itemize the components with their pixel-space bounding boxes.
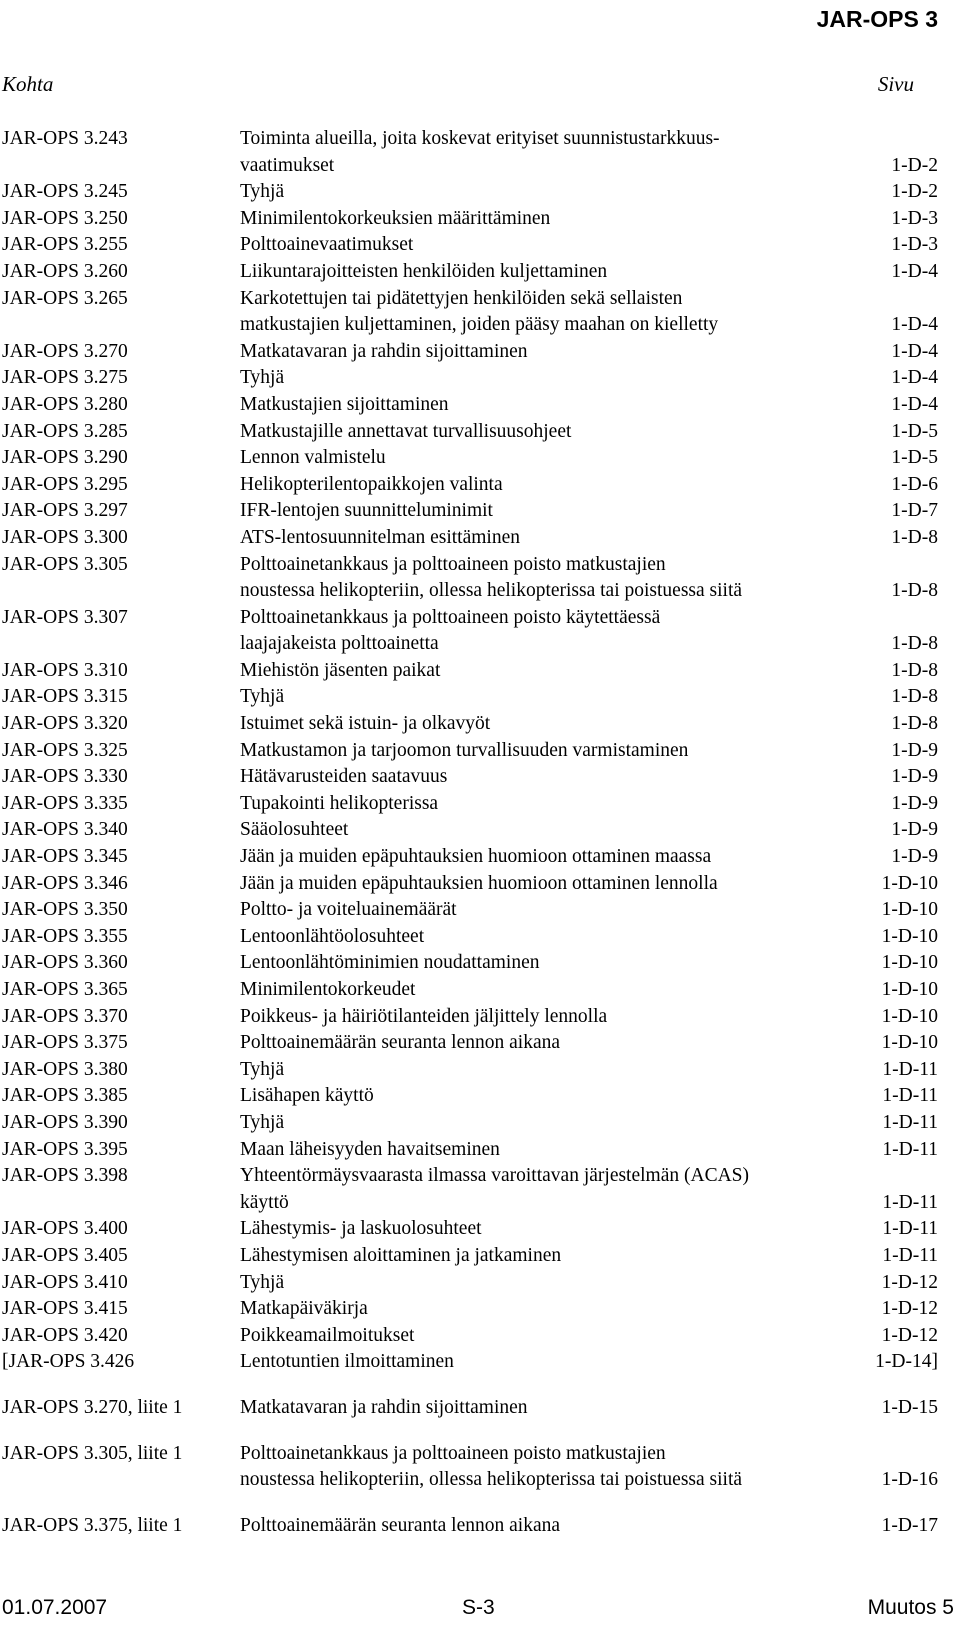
toc-entry-code: JAR-OPS 3.295 xyxy=(2,473,128,495)
toc-entry-page: 1-D-8 xyxy=(891,713,938,735)
toc-entry-page: 1-D-17 xyxy=(881,1514,938,1536)
toc-entry xyxy=(0,1270,960,1297)
toc-entry-title: Yhteentörmäysvaarasta ilmassa varoittavan järjestelmän (ACAS) käyttö xyxy=(240,1165,749,1213)
toc-entry xyxy=(0,1030,960,1057)
toc-entry xyxy=(0,684,960,711)
toc-entry-page: 1-D-11 xyxy=(882,1058,938,1080)
toc-entry xyxy=(0,445,960,472)
toc-entry xyxy=(0,286,960,339)
toc-entry-code: JAR-OPS 3.375 xyxy=(2,1032,128,1054)
toc-entry-page: 1-D-11 xyxy=(882,1244,938,1266)
toc-entry-page: 1-D-8 xyxy=(891,580,938,602)
toc-entry-code: JAR-OPS 3.390 xyxy=(2,1111,128,1133)
toc-entry xyxy=(0,1441,960,1494)
toc-entry-code: JAR-OPS 3.305 xyxy=(2,553,128,575)
toc-entry-code: JAR-OPS 3.420 xyxy=(2,1324,128,1346)
toc-entry-code: JAR-OPS 3.270 xyxy=(2,340,128,362)
toc-entry xyxy=(0,605,960,658)
table-of-contents xyxy=(0,126,960,1539)
toc-entry-title: Lentotuntien ilmoittaminen xyxy=(240,1351,454,1373)
toc-entry-page: 1-D-5 xyxy=(891,447,938,469)
toc-entry-title: Karkotettujen tai pidätettyjen henkilöiden sekä sellaisten matkustajien kuljettaminen, joiden pääsy maahan on kielletty xyxy=(240,287,719,336)
toc-entry-code: JAR-OPS 3.400 xyxy=(2,1218,128,1240)
toc-entry-code: JAR-OPS 3.255 xyxy=(2,234,128,256)
toc-entry-code: JAR-OPS 3.297 xyxy=(2,500,128,522)
toc-entry-title: Poikkeamailmoitukset xyxy=(240,1324,415,1346)
toc-entry-page: 1-D-14] xyxy=(875,1351,938,1373)
toc-entry-code: JAR-OPS 3.305, liite 1 xyxy=(2,1442,183,1464)
toc-entry-page: 1-D-16 xyxy=(881,1469,938,1491)
column-header-section: Kohta xyxy=(2,72,54,96)
toc-entry xyxy=(0,525,960,552)
toc-entry-title: Tyhjä xyxy=(240,1058,285,1080)
toc-entry-page: 1-D-10 xyxy=(881,952,938,974)
toc-entry-title: Jään ja muiden epäpuhtauksien huomioon ottaminen maassa xyxy=(240,846,712,868)
toc-entry xyxy=(0,1083,960,1110)
toc-entry-code: JAR-OPS 3.325 xyxy=(2,739,128,761)
toc-entry xyxy=(0,1395,960,1422)
toc-entry-code: JAR-OPS 3.330 xyxy=(2,766,128,788)
toc-entry-title: Minimilentokorkeuksien määrittäminen xyxy=(240,207,551,229)
toc-entry-code: JAR-OPS 3.395 xyxy=(2,1138,128,1160)
toc-entry xyxy=(0,232,960,259)
toc-entry-page: 1-D-8 xyxy=(891,659,938,681)
toc-entry-title: Matkapäiväkirja xyxy=(240,1298,368,1320)
toc-entry-page: 1-D-10 xyxy=(881,1032,938,1054)
toc-entry xyxy=(0,498,960,525)
toc-entry-page: 1-D-11 xyxy=(882,1191,938,1213)
toc-entry xyxy=(0,871,960,898)
toc-entry xyxy=(0,1349,960,1376)
footer-date: 01.07.2007 xyxy=(2,1596,108,1619)
toc-entry-code: JAR-OPS 3.250 xyxy=(2,207,128,229)
toc-entry-code: JAR-OPS 3.405 xyxy=(2,1244,128,1266)
toc-entry-code: JAR-OPS 3.280 xyxy=(2,393,128,415)
toc-entry xyxy=(0,179,960,206)
toc-entry-page: 1-D-9 xyxy=(891,739,938,761)
toc-entry-page: 1-D-3 xyxy=(891,207,938,229)
toc-entry xyxy=(0,1243,960,1270)
toc-entry-title: Polttoainetankkaus ja polttoaineen poisto käytettäessä laajajakeista polttoainetta xyxy=(240,606,661,655)
toc-entry xyxy=(0,844,960,871)
footer-revision: Muutos 5 xyxy=(867,1596,954,1619)
toc-entry-title: Poltto- ja voiteluainemäärät xyxy=(240,899,457,921)
toc-entry-page: 1-D-4 xyxy=(891,393,938,415)
toc-entry-page: 1-D-9 xyxy=(891,792,938,814)
toc-entry-title: Tyhjä xyxy=(240,1111,285,1133)
toc-entry-code: [JAR-OPS 3.426 xyxy=(2,1351,135,1373)
toc-entry-title: ATS-lentosuunnitelman esittäminen xyxy=(240,526,520,548)
toc-entry-title: Matkustajien sijoittaminen xyxy=(240,393,449,415)
toc-entry-code: JAR-OPS 3.360 xyxy=(2,952,128,974)
toc-entry xyxy=(0,1004,960,1031)
toc-entry-code: JAR-OPS 3.370 xyxy=(2,1005,128,1027)
toc-entry-code: JAR-OPS 3.270, liite 1 xyxy=(2,1396,183,1418)
toc-entry-page: 1-D-5 xyxy=(891,420,938,442)
toc-entry-page: 1-D-11 xyxy=(882,1218,938,1240)
toc-entry-title: Istuimet sekä istuin- ja olkavyöt xyxy=(240,713,491,735)
toc-entry-code: JAR-OPS 3.375, liite 1 xyxy=(2,1514,183,1536)
toc-entry xyxy=(0,1137,960,1164)
toc-entry-title: Helikopterilentopaikkojen valinta xyxy=(240,473,503,495)
toc-entry-code: JAR-OPS 3.380 xyxy=(2,1058,128,1080)
toc-entry-code: JAR-OPS 3.315 xyxy=(2,686,128,708)
toc-entry-title: Sääolosuhteet xyxy=(240,819,349,841)
toc-entry xyxy=(0,711,960,738)
toc-entry-page: 1-D-10 xyxy=(881,899,938,921)
toc-entry-code: JAR-OPS 3.245 xyxy=(2,181,128,203)
toc-entry-title: Polttoainetankkaus ja polttoaineen poisto matkustajien noustessa helikopteriin, ollessa helikopterissa tai poistuessa siitä xyxy=(240,1442,743,1491)
toc-entry xyxy=(0,1513,960,1540)
toc-entry xyxy=(0,1163,960,1216)
toc-entry-page: 1-D-4 xyxy=(891,367,938,389)
toc-entry-title: Polttoainemäärän seuranta lennon aikana xyxy=(240,1032,560,1054)
toc-entry-page: 1-D-10 xyxy=(881,979,938,1000)
toc-entry-title: Minimilentokorkeudet xyxy=(240,979,416,1000)
toc-entry-page: 1-D-3 xyxy=(891,234,938,256)
toc-entry xyxy=(0,658,960,685)
toc-entry-code: JAR-OPS 3.290 xyxy=(2,447,128,469)
toc-entry-page: 1-D-8 xyxy=(891,526,938,548)
footer-page-number: S-3 xyxy=(462,1596,495,1619)
toc-entry-code: JAR-OPS 3.265 xyxy=(2,287,128,309)
toc-entry-page: 1-D-9 xyxy=(891,766,938,788)
toc-entry-code: JAR-OPS 3.350 xyxy=(2,899,128,921)
toc-entry-title: Tyhjä xyxy=(240,367,285,389)
toc-entry-page: 1-D-8 xyxy=(891,686,938,708)
toc-entry-page: 1-D-4 xyxy=(891,340,938,362)
toc-entry-title: Maan läheisyyden havaitseminen xyxy=(240,1138,500,1160)
toc-entry-code: JAR-OPS 3.346 xyxy=(2,872,128,894)
toc-entry-title: Lentoonlähtöolosuhteet xyxy=(240,925,425,947)
toc-entry-title: Matkustajille annettavat turvallisuusohjeet xyxy=(240,420,572,442)
toc-entry-title: Tyhjä xyxy=(240,181,285,203)
toc-entry-title: Polttoainetankkaus ja polttoaineen poisto matkustajien noustessa helikopteriin, ollessa helikopterissa tai poistuessa siitä xyxy=(240,553,743,602)
toc-entry-page: 1-D-7 xyxy=(891,500,938,522)
toc-entry-page: 1-D-2 xyxy=(891,154,938,176)
toc-entry xyxy=(0,764,960,791)
toc-entry-code: JAR-OPS 3.307 xyxy=(2,606,128,628)
toc-entry-title: Jään ja muiden epäpuhtauksien huomioon ottaminen lennolla xyxy=(240,872,718,894)
toc-entry xyxy=(0,1323,960,1350)
column-header-page: Sivu xyxy=(877,72,914,96)
toc-entry-title: Polttoainevaatimukset xyxy=(240,234,414,256)
toc-entry-title: Miehistön jäsenten paikat xyxy=(240,659,441,681)
toc-entry-title: Tyhjä xyxy=(240,1271,285,1293)
toc-entry-code: JAR-OPS 3.335 xyxy=(2,792,128,814)
toc-entry-code: JAR-OPS 3.260 xyxy=(2,260,128,282)
toc-entry-code: JAR-OPS 3.300 xyxy=(2,526,128,548)
toc-entry-page: 1-D-11 xyxy=(882,1085,938,1107)
toc-entry xyxy=(0,126,960,179)
toc-entry-title: Tyhjä xyxy=(240,686,285,708)
toc-entry xyxy=(0,259,960,286)
toc-entry xyxy=(0,552,960,605)
toc-entry-code: JAR-OPS 3.310 xyxy=(2,659,128,681)
toc-entry xyxy=(0,1057,960,1084)
toc-entry-title: Lisähapen käyttö xyxy=(240,1085,374,1107)
toc-entry-code: JAR-OPS 3.340 xyxy=(2,819,128,841)
toc-entry-page: 1-D-9 xyxy=(891,819,938,841)
toc-entry-page: 1-D-12 xyxy=(881,1298,938,1320)
toc-entry-page: 1-D-12 xyxy=(881,1271,938,1293)
toc-entry-title: Matkustamon ja tarjoomon turvallisuuden varmistaminen xyxy=(240,739,689,761)
toc-entry-title: Hätävarusteiden saatavuus xyxy=(240,766,448,788)
toc-entry xyxy=(0,365,960,392)
toc-entry-title: Matkatavaran ja rahdin sijoittaminen xyxy=(240,340,528,362)
toc-entry-page: 1-D-11 xyxy=(882,1111,938,1133)
toc-entry xyxy=(0,791,960,818)
toc-entry-title: Toiminta alueilla, joita koskevat erityiset suunnistustarkkuus- vaatimukset xyxy=(240,128,720,176)
toc-entry xyxy=(0,1110,960,1137)
toc-entry-code: JAR-OPS 3.345 xyxy=(2,846,128,868)
toc-entry-title: Lähestymis- ja laskuolosuhteet xyxy=(240,1218,482,1240)
toc-entry-code: JAR-OPS 3.275 xyxy=(2,367,128,389)
toc-entry xyxy=(0,738,960,765)
toc-entry-code: JAR-OPS 3.243 xyxy=(2,128,128,149)
toc-entry-title: Lennon valmistelu xyxy=(240,447,386,469)
toc-entry xyxy=(0,339,960,366)
toc-entry-code: JAR-OPS 3.365 xyxy=(2,979,128,1000)
toc-entry-title: Tupakointi helikopterissa xyxy=(240,792,439,814)
toc-entry-code: JAR-OPS 3.410 xyxy=(2,1271,128,1293)
toc-entry-title: IFR-lentojen suunnitteluminimit xyxy=(240,500,493,522)
toc-entry-title: Lentoonlähtöminimien noudattaminen xyxy=(240,952,540,974)
toc-entry xyxy=(0,897,960,924)
document-title: JAR-OPS 3 xyxy=(816,6,938,32)
toc-entry-title: Poikkeus- ja häiriötilanteiden jäljittely lennolla xyxy=(240,1005,608,1027)
toc-entry-page: 1-D-10 xyxy=(881,925,938,947)
toc-entry-page: 1-D-10 xyxy=(881,872,938,894)
toc-entry xyxy=(0,924,960,951)
toc-entry-page: 1-D-2 xyxy=(891,181,938,203)
toc-entry xyxy=(0,472,960,499)
toc-entry-page: 1-D-4 xyxy=(891,314,938,336)
toc-entry-page: 1-D-4 xyxy=(891,260,938,282)
toc-entry xyxy=(0,206,960,233)
toc-entry-page: 1-D-11 xyxy=(882,1138,938,1160)
toc-entry-code: JAR-OPS 3.355 xyxy=(2,925,128,947)
toc-entry-title: Liikuntarajoitteisten henkilöiden kuljettaminen xyxy=(240,260,608,282)
toc-entry-code: JAR-OPS 3.398 xyxy=(2,1165,128,1187)
toc-entry xyxy=(0,392,960,419)
toc-entry-title: Polttoainemäärän seuranta lennon aikana xyxy=(240,1514,560,1536)
toc-entry-code: JAR-OPS 3.385 xyxy=(2,1085,128,1107)
toc-entry-page: 1-D-6 xyxy=(891,473,938,495)
toc-entry-title: Matkatavaran ja rahdin sijoittaminen xyxy=(240,1396,528,1418)
toc-entry-code: JAR-OPS 3.320 xyxy=(2,713,128,735)
toc-entry-page: 1-D-15 xyxy=(881,1396,938,1418)
toc-entry-page: 1-D-9 xyxy=(891,846,938,868)
toc-entry-page: 1-D-8 xyxy=(891,633,938,655)
toc-entry xyxy=(0,977,960,1004)
toc-entry-page: 1-D-12 xyxy=(881,1324,938,1346)
toc-entry xyxy=(0,1296,960,1323)
toc-entry xyxy=(0,950,960,977)
toc-entry-page: 1-D-10 xyxy=(881,1005,938,1027)
toc-entry xyxy=(0,419,960,446)
toc-entry-code: JAR-OPS 3.415 xyxy=(2,1298,128,1320)
toc-entry xyxy=(0,817,960,844)
toc-entry-title: Lähestymisen aloittaminen ja jatkaminen xyxy=(240,1244,562,1266)
toc-entry-code: JAR-OPS 3.285 xyxy=(2,420,128,442)
toc-entry xyxy=(0,1216,960,1243)
